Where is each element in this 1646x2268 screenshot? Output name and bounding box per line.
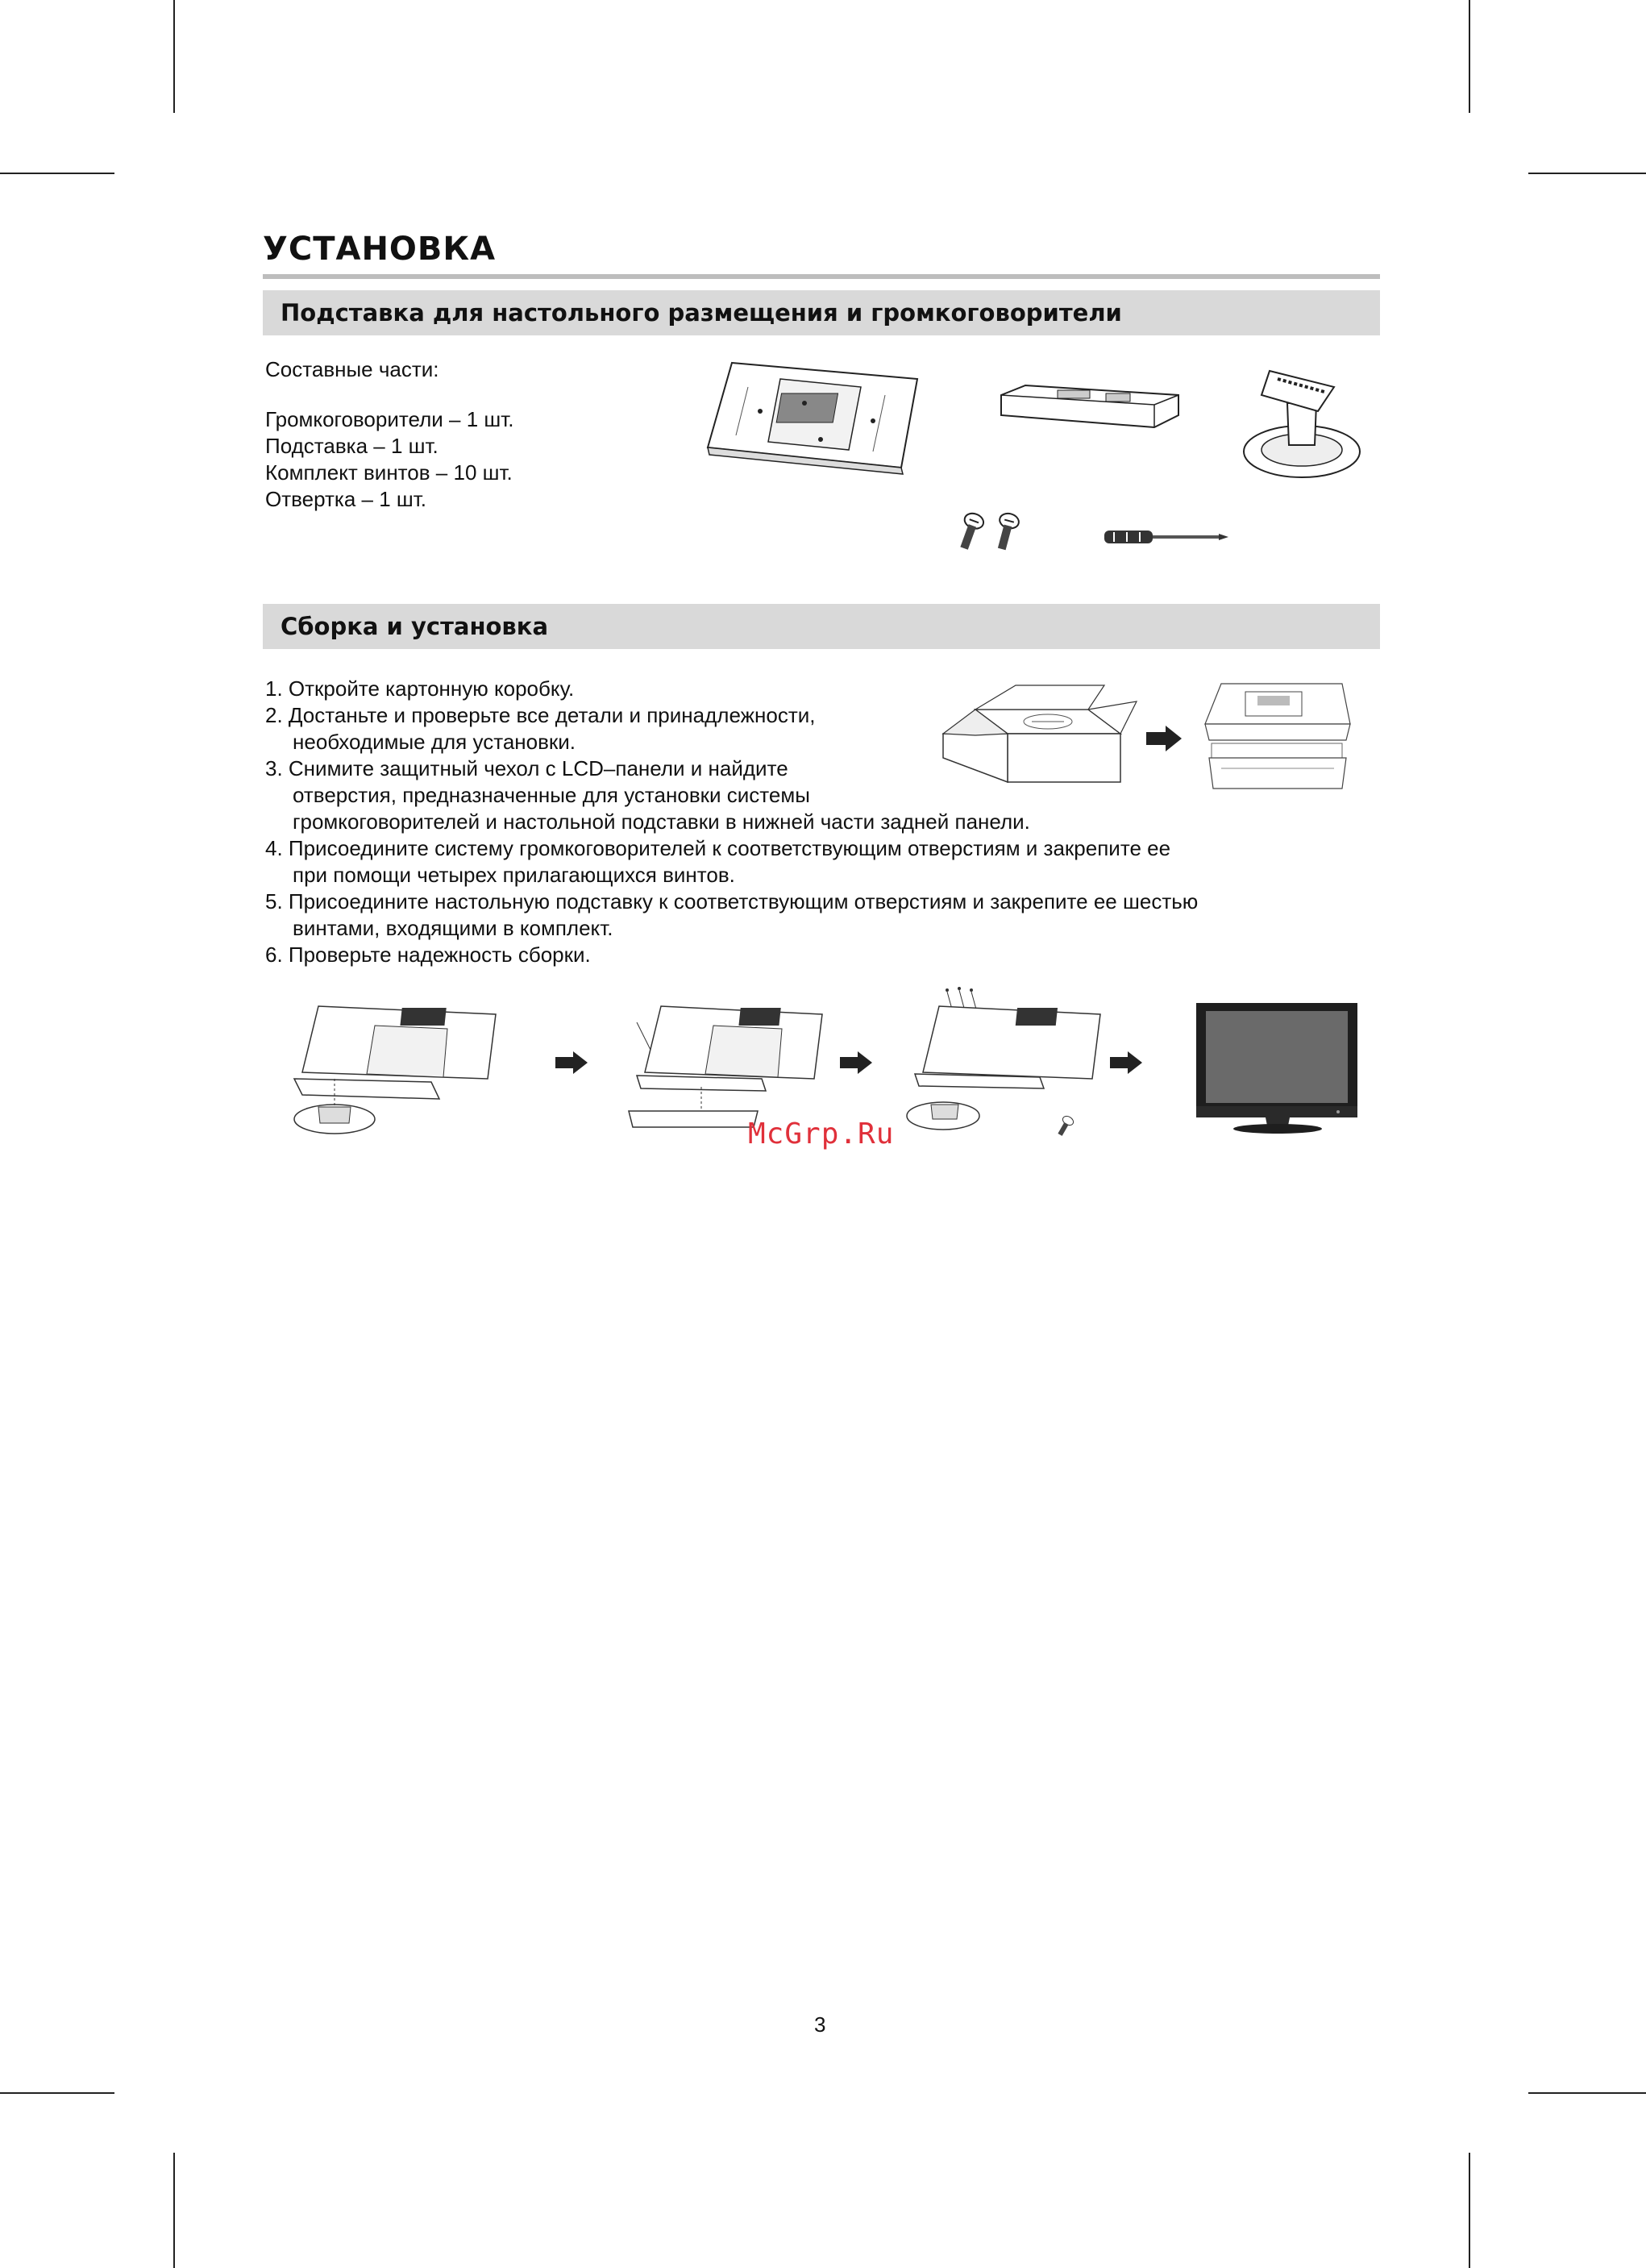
section-heading-text: Подставка для настольного размещения и громкоговорители: [281, 299, 1122, 327]
step-3: 3. Снимите защитный чехол с LCD–панели и найдите: [265, 756, 788, 780]
crop-mark: [173, 2153, 175, 2268]
crop-mark: [1469, 0, 1470, 113]
arrow-right-icon: [838, 1050, 874, 1076]
step-2: 2. Достаньте и проверьте все детали и принадлежности,: [265, 703, 816, 727]
tv-back-illustration: [700, 355, 933, 476]
assembled-tv-illustration: [1193, 1000, 1362, 1141]
screws-illustration: [955, 510, 1036, 558]
step-3-continued: отверстия, предназначенные для установки системы: [293, 783, 810, 807]
desk-stand-illustration: [1237, 355, 1366, 484]
page-title: УСТАНОВКА: [263, 231, 497, 268]
parts-item: Громкоговорители – 1 шт.: [265, 407, 514, 431]
step-3-continued: громкоговорителей и настольной подставки в нижней части задней панели.: [293, 809, 1030, 834]
parts-intro: Составные части:: [265, 357, 439, 381]
assembly-step-3-illustration: [899, 985, 1108, 1146]
step-1: 1. Откройте картонную коробку.: [265, 676, 575, 701]
page-number: 3: [814, 2012, 826, 2037]
arrow-right-icon: [1108, 1050, 1144, 1076]
parts-item: Отвертка – 1 шт.: [265, 487, 427, 511]
section-heading-text: Сборка и установка: [281, 613, 549, 640]
watermark: McGrp.Ru: [748, 1117, 895, 1151]
packed-tv-illustration: [1197, 676, 1354, 797]
section-heading-stand: [263, 290, 1380, 335]
crop-mark: [1469, 2153, 1470, 2268]
crop-mark: [1528, 173, 1646, 174]
step-6: 6. Проверьте надежность сборки.: [265, 943, 591, 967]
assembly-step-1-illustration: [286, 998, 512, 1139]
arrow-right-icon: [1145, 724, 1183, 753]
open-box-illustration: [927, 677, 1145, 790]
arrow-right-icon: [554, 1050, 589, 1076]
speaker-bar-illustration: [993, 379, 1187, 435]
crop-mark: [0, 173, 114, 174]
parts-item: Комплект винтов – 10 шт.: [265, 460, 513, 485]
step-2-continued: необходимые для установки.: [293, 730, 576, 754]
crop-mark: [1528, 2092, 1646, 2094]
step-5-continued: винтами, входящими в комплект.: [293, 916, 613, 940]
step-4-continued: при помощи четырех прилагающихся винтов.: [293, 863, 735, 887]
step-4: 4. Присоедините систему громкоговорителей к соответствующим отверстиям и закрепите ее: [265, 836, 1171, 860]
title-rule: [263, 274, 1380, 279]
crop-mark: [173, 0, 175, 113]
screwdriver-illustration: [1103, 526, 1232, 550]
crop-mark: [0, 2092, 114, 2094]
step-5: 5. Присоедините настольную подставку к соответствующим отверстиям и закрепите ее шестью: [265, 889, 1199, 913]
section-heading-assembly: [263, 604, 1380, 649]
parts-item: Подставка – 1 шт.: [265, 434, 439, 458]
